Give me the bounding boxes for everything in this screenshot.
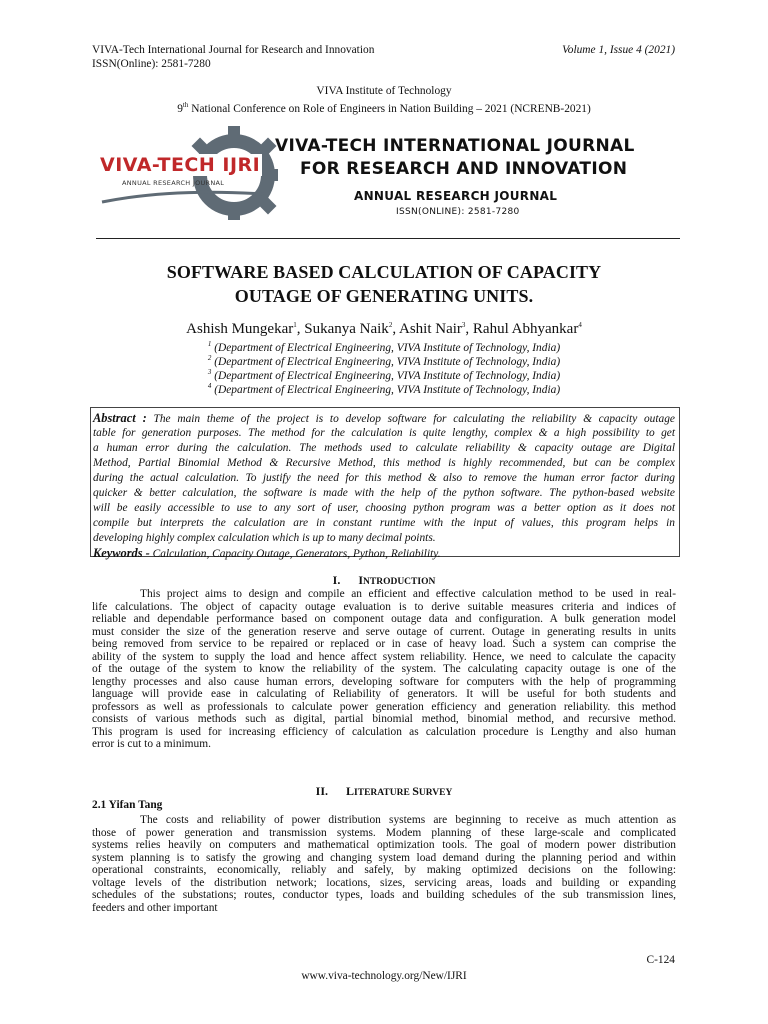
abstract-line: Method, Partial Binomial Method & Recursive Method, this method is highly recommended, but can be complex [93,457,675,469]
abstract-line: during the actual calculation. To justify the need for this method & also to remove the human error factor during [93,472,675,484]
affiliation [0,382,768,396]
body-line: language will provide ease in calculating of Reliability of generators. It will be useful for both students and [92,688,676,700]
affiliation [0,340,768,354]
abstract-line: a human error during the calculation. The methods used to calculate reliability & capacity outage are Digital [93,442,675,454]
header-rule [96,238,680,239]
keywords-text: Calculation, Capacity Outage, Generators, Python, Reliability. [152,548,441,560]
conference-name [0,98,768,116]
body-line: those of power generation and transmission systems. Modem planning of these large-scale and complicated [92,826,676,839]
section-title-rest: URVEY [418,788,453,798]
body-line: system planning is to satisfy the growing and changing system load demand during the planning period and within [92,851,676,864]
body-line: voltage levels of the distribution network; locations, sizes, servicing areas, loads and building or expanding [92,876,676,889]
footer-url: www.viva-technology.org/New/IJRI [301,970,467,982]
keywords-label: Keywords - [93,546,150,560]
section-heading-literature-survey [0,784,768,799]
body-line: lengthy processes and also cause human errors, developing software for computers with the help of programming [92,675,676,688]
affiliation-text: (Department of Electrical Engineering, VIVA Institute of Technology, India) [214,369,561,382]
section-heading-introduction [0,573,768,588]
affiliation-sup: 4 [207,382,212,390]
abstract-line: table for generation purposes. The method for the calculation is quite lengthy, complex & a high possibility to get [93,427,675,439]
body-line: The costs and reliability of power distribution systems are beginning to receive as much attention as [140,814,676,826]
running-header-journal: VIVA-Tech International Journal for Research and Innovation [92,44,375,56]
section-title-rest: NTRODUCTION [363,577,436,587]
running-header-volume: Volume 1, Issue 4 (2021) [562,44,675,56]
author-name: Ashish Mungekar [186,321,294,337]
paper-title-line2: OUTAGE OF GENERATING UNITS. [234,286,534,306]
body-line: schedules of the substations; routes, conductor types, loads and building schedules of the sub transmission lines, [92,889,676,901]
body-line: feeders and other important [92,901,218,914]
section-title-initial: I [358,573,364,587]
paper-title-line1: SOFTWARE BASED CALCULATION OF CAPACITY [166,262,602,282]
keywords-line [93,546,675,561]
journal-title-line2: FOR RESEARCH AND INNOVATION [300,159,628,179]
conference-institute: VIVA Institute of Technology [316,85,452,97]
abstract-line: quicker & better calculation, the software is made with the help of the python software. The python-based website [93,487,675,499]
section-number: I. [332,573,341,587]
author-sup: 2 [388,321,393,329]
body-line: reliable and dependable performance based on component outage data and configuration. A bulk generation model [92,613,676,625]
author-list: Ashish Mungekar$^1$, Sukanya Naik$^2$, Ashit Nair$^3$, Rahul Abhyankar$^4$ [186,321,582,337]
affiliation-text: (Department of Electrical Engineering, VIVA Institute of Technology, India) [214,355,561,368]
author-sup: 4 [578,321,582,329]
body-line: error is cut to a minimum. [92,738,211,750]
author-name: Sukanya Naik [304,321,389,337]
section-number: II. [315,784,329,798]
journal-issn: ISSN(ONLINE): 2581-7280 [396,207,520,217]
body-line: This program is used for increasing efficiency of calculation as calculation procedure is Lengthy and also human [92,725,676,738]
journal-annual: ANNUAL RESEARCH JOURNAL [354,189,558,203]
conference-ordinal-sup: th [182,101,189,109]
abstract-label: Abstract : [93,411,147,425]
subsection-heading: 2.1 Yifan Tang [92,799,163,811]
body-line: consists of various methods such as digital, partial binomial method, binomial method, and recursive method. [92,713,676,725]
journal-logo [92,120,282,220]
affiliation-text: (Department of Electrical Engineering, VIVA Institute of Technology, India) [214,341,561,354]
affiliation-sup: 1 [207,340,212,348]
body-line: systems relies heavily on computers and mathematical optimization tools. The goal of modern power distribution [92,839,676,851]
body-line: professors as well as professionals to calculate power generation efficiency and generation reliability. this method [92,700,676,713]
affiliation-sup: 3 [207,368,212,376]
affiliation [0,368,768,382]
running-header-issn: ISSN(Online): 2581-7280 [92,58,211,70]
logo-tagline: ANNUAL RESEARCH JOURNAL [122,179,225,187]
body-line: life calculations. The object of capacity outage evaluation is to derive suitable measures criteria and indices of [92,600,676,613]
body-line: ability of the system to supply the load and hence affect system reliability. Hence, we need to calculate the capacity [92,650,676,663]
body-line: must consider the size of the generation reserve and serve outage of current. Outage in generating results in units [92,625,676,638]
literature-body [92,814,676,914]
author-sup: 3 [461,321,466,329]
page-number: C-124 [646,954,675,966]
abstract [93,411,675,561]
section-title-initial: L [346,784,355,798]
affiliation [0,354,768,368]
body-line: being removed from service to be repaired or replaced or in case of heavy load. Such a system can comprise the [92,638,676,650]
author-name: Ashit Nair [399,321,462,337]
section-title-initial: S [412,784,419,798]
conference-number: 9 [177,102,183,115]
body-line: This project aims to design and compile an efficient and effective calculation method to be used in real- [140,588,676,600]
journal-title-line1: VIVA-TECH INTERNATIONAL JOURNAL [275,136,635,156]
body-line: of the outage of the system to know the reliability of the system. The calculating capacity outage is one of the [92,663,676,675]
abstract-line: compile but interprets the calculation are in constant runtime with the input of values, this program helps in [93,517,675,529]
abstract-line: will be easily accessible to use to any sort of user, choosing python program was a better option as it does not [93,502,675,514]
conference-title: National Conference on Role of Engineers in Nation Building – 2021 (NCRENB-2021) [191,102,591,115]
body-line: operational constraints, economically, reliably and safely, by making optimized decisions on the following: [92,864,676,876]
affiliation-sup: 2 [207,354,212,362]
author-sup: 1 [293,321,297,329]
abstract-line: developing highly complex calculation which is up to many decimal points. [93,532,436,544]
introduction-body [92,588,676,751]
abstract-line-text: The main theme of the project is to develop software for calculating the reliability & capacity outage [153,413,675,425]
affiliation-text: (Department of Electrical Engineering, VIVA Institute of Technology, India) [214,383,561,396]
section-title-rest: ITERATURE [354,788,413,798]
abstract-line [93,411,675,426]
logo-wordmark: VIVA-TECH IJRI [100,154,261,176]
author-name: Rahul Abhyankar [472,321,579,337]
